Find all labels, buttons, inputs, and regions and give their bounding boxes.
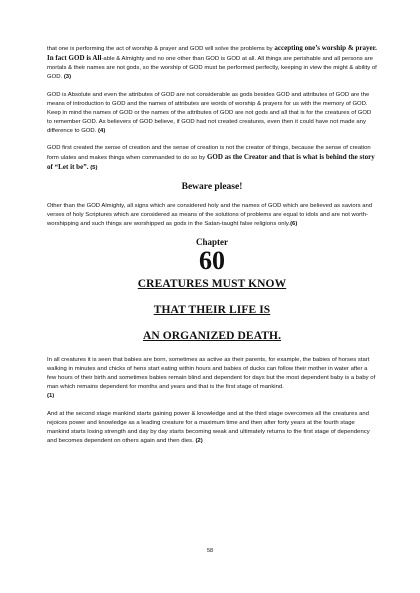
paragraph-1-text: that one is performing the act of worship & prayer and GOD will solve the problems by bbox=[47, 46, 275, 52]
chapter-title-line-1: CREATURES MUST KNOW bbox=[137, 278, 287, 290]
paragraph-4-text: Other than the GOD Almighty, all signs which are considered holy and the names of GOD which are believed as saviors and verses of holy Scriptures which are considered as means of the solutions of problems are equal to idols and are not worth-worshipping and such things are worshipped as gods in the Satan-taught false religions only. bbox=[47, 202, 373, 227]
paragraph-1-text-cont: -able & Almighty and no one other than GOD is GOD at all. All things are perishable and all persons are mortals & their names are not gods, so the worship of GOD must be performed perfectly, keeping in view the might & ability of GOD. bbox=[47, 56, 377, 80]
page-number: 58 bbox=[206, 548, 214, 554]
chapter-label: Chapter bbox=[196, 237, 228, 247]
paragraph-3 bbox=[47, 144, 377, 173]
paragraph-4 bbox=[47, 202, 377, 229]
paragraph-2 bbox=[47, 91, 377, 136]
paragraph-6-text: And at the second stage mankind starts gaining power & knowledge and at the third stage overcomes all the creatures and rejoices power and knowledge as a leading creature for a maximum time and then after forty years at the fourth stage mankind starts losing strength and day by day starts becoming weak and ultimately returns to the first stage of dependency and becomes dependent on others again and then dies. bbox=[47, 410, 370, 444]
paragraph-2-text: GOD is Absolute and even the attributes of GOD are not considerable as gods besides GOD and attributes of GOD are the means of introduction to GOD and the names of attributes are words of worship & prayers for us with the memory of GOD. Keep in mind the names of GOD or the names of the attributes of GOD are not gods and all that is for the creatures of GOD to remember GOD. As believers of GOD believe, if GOD had not created creatures, even then it could have not made any difference to GOD. bbox=[47, 91, 372, 134]
chapter-title-line-2: THAT THEIR LIFE IS bbox=[153, 304, 271, 316]
footnote-ref-3: (3) bbox=[63, 74, 72, 80]
chapter-number: 60 bbox=[199, 246, 225, 275]
paragraph-3-text: GOD first created the sense of creation and the sense of creation is not the creator of things, because the sense of creation form ulates and makes things when commanded to do so by bbox=[47, 145, 371, 161]
paragraph-5-text: In all creatures it is seen that babies are born, sometimes as active as their parents, for example, the babies of horses start walking in minutes and chicks of hens start eating within hours and babies of ducks can follow their mother in water after a few hours of their birth and sometimes babies remain blind and dependent for days but the most dependent baby is a baby of man which remains dependent for months and years and that is the first stage of mankind. bbox=[47, 357, 376, 390]
paragraph-3-emphasis: GOD as the Creator and that is what is behind the story of “Let it be”. bbox=[47, 153, 375, 171]
paragraph-6 bbox=[47, 410, 377, 446]
footnote-ref-1: (1) bbox=[47, 393, 55, 399]
chapter-title-line-3: AN ORGANIZED DEATH. bbox=[142, 330, 282, 342]
paragraph-1-emphasis: accepting one’s worship & prayer. In fact GOD is All bbox=[47, 44, 377, 62]
paragraph-5 bbox=[47, 356, 377, 401]
footnote-ref-6: (6) bbox=[290, 220, 298, 227]
footnote-ref-5: (5) bbox=[90, 165, 98, 171]
paragraph-1 bbox=[47, 44, 377, 82]
footnote-ref-2: (2) bbox=[195, 437, 203, 444]
footnote-ref-4: (4) bbox=[98, 127, 106, 134]
page-content bbox=[47, 44, 377, 454]
section-heading: Beware please! bbox=[181, 181, 243, 192]
